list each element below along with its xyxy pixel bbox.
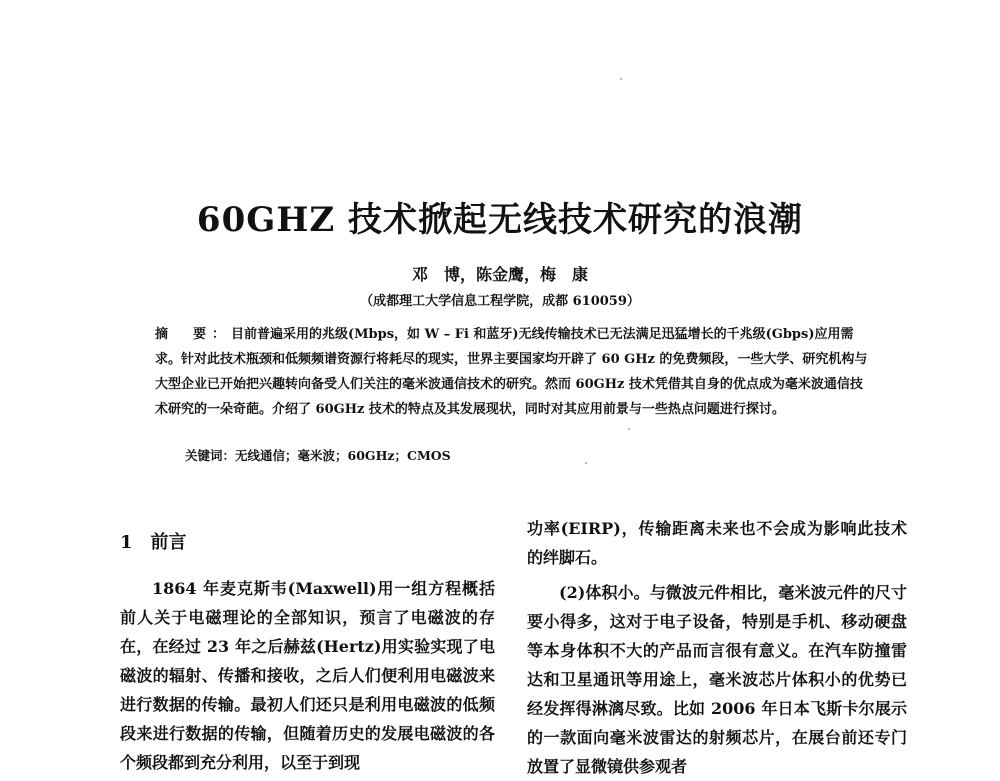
paper-authors: 邓 博，陈金鹰，梅 康: [411, 265, 588, 284]
right-column: [527, 514, 907, 781]
section-heading: [120, 528, 205, 554]
size-paragraph: (2)体积小。与微波元件相比，毫米波元件的尺寸要小得多，这对于电子设备，特别是手机、移动硬盘等本身体积不大的产品而言很有意义。在汽车防撞雷达和卫星通讯等用途上，毫米波芯片体积小的优势已经发挥得淋漓尽致。比如 2006 年日本飞斯卡尔展示的一款面向毫米波雷达的射频芯片，在展台前还专门放置了显微镜供参观者: [527, 583, 907, 776]
section-title: 前言: [150, 532, 187, 553]
paper-affiliation: （成都理工大学信息工程学院，成都 610059）: [360, 294, 640, 309]
paper-title: 60GHZ 技术掀起无线技术研究的浪潮: [196, 200, 804, 240]
scan-speck: [628, 428, 630, 430]
left-column: [120, 574, 495, 777]
abstract-label: 摘 要：: [155, 327, 232, 342]
scan-speck: [585, 462, 587, 464]
abstract-text: 目前普遍采用的兆级(Mbps，如 W – Fi 和蓝牙)无线传输技术已无法满足迅猛增长的千兆级(Gbps)应用需求。针对此技术瓶颈和低频频谱资源行将耗尽的现实，世界主要国家均开辟了 60 GHz 的免费频段，一些大学、研究机构与大型企业已开始把兴趣转向备受人们关注的毫米波通信技术的研究。然而 60GHz 技术凭借其自身的优点成为毫米波通信技术研究的一朵奇葩。介绍了 60GHz 技术的特点及其发展现状，同时对其应用前景与一些热点问题进行探讨。: [155, 327, 868, 417]
keywords: [185, 446, 865, 464]
section-number: 1: [120, 532, 133, 553]
scan-speck: [620, 78, 622, 80]
keywords-text: 无线通信；毫米波；60GHz；CMOS: [235, 448, 451, 463]
intro-paragraph: 1864 年麦克斯韦(Maxwell)用一组方程概括前人关于电磁理论的全部知识，预言了电磁波的存在，在经过 23 年之后赫兹(Hertz)用实验实现了电磁波的辐射、传播和接收，之后人们便利用电磁波来进行数据的传输。最初人们还只是利用电磁波的低频段来进行数据的传输，但随着历史的发展电磁波的各个频段都到充分利用，以至于到现: [120, 579, 495, 772]
continuation-paragraph: 功率(EIRP)，传输距离未来也不会成为影响此技术的绊脚石。: [527, 519, 907, 567]
abstract: [155, 322, 870, 422]
keywords-label: 关键词：: [185, 448, 236, 463]
